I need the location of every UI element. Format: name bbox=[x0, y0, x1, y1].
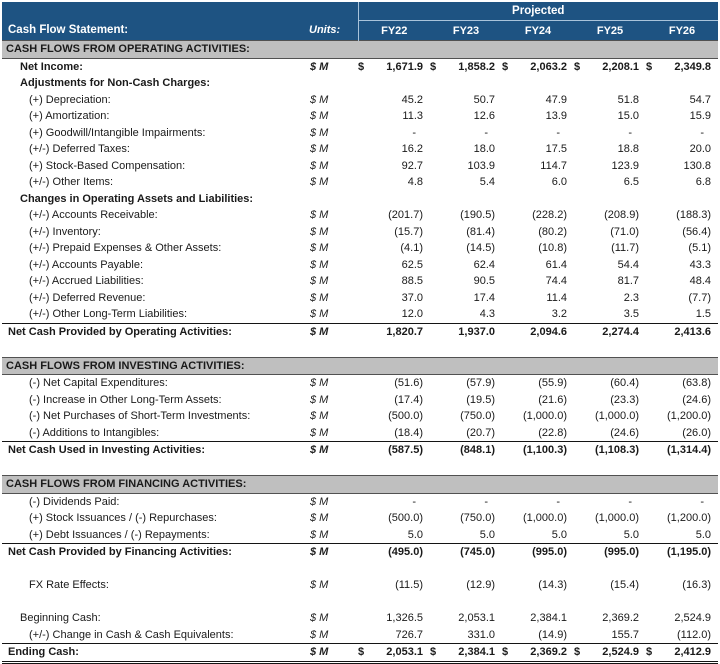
value-cell-fy26 bbox=[646, 644, 718, 663]
row-label: (+/-) Other Long-Term Liabilities: bbox=[29, 308, 188, 321]
value-cell-fy24: 5.0 bbox=[551, 528, 567, 541]
value-cell-fy23: 5.4 bbox=[479, 176, 495, 189]
row-label: (-) Net Purchases of Short-Term Investments: bbox=[29, 410, 251, 423]
value-cell-fy26: 43.3 bbox=[689, 258, 712, 271]
value-cell-fy26: 2,413.6 bbox=[646, 323, 718, 340]
value-cell-fy24: 114.7 bbox=[540, 159, 567, 172]
value-cell-fy24: 2,094.6 bbox=[502, 323, 574, 340]
row-label: Adjustments for Non-Cash Charges: bbox=[20, 77, 211, 90]
table-row bbox=[2, 273, 718, 290]
value-cell-fy24 bbox=[502, 75, 574, 92]
row-label: (+) Goodwill/Intangible Impairments: bbox=[29, 126, 206, 139]
value-cell-fy23 bbox=[430, 644, 502, 663]
value-cell-fy22: (18.4) bbox=[394, 426, 423, 439]
units-cell: $ M bbox=[310, 93, 329, 106]
row-label: FX Rate Effects: bbox=[29, 579, 109, 592]
value-cell-fy25: (208.9) bbox=[604, 209, 639, 222]
value-cell-fy23: 331.0 bbox=[467, 628, 495, 641]
table-row bbox=[2, 207, 718, 224]
row-label: (+) Debt Issuances / (-) Repayments: bbox=[29, 528, 210, 541]
value-cell-fy22: 62.5 bbox=[401, 258, 423, 271]
value-cell-fy25: (1,108.3) bbox=[574, 442, 646, 459]
spacer-cell bbox=[2, 594, 718, 611]
value-cell-fy22: 4.8 bbox=[407, 176, 423, 189]
table-row bbox=[2, 425, 718, 442]
col-header-fy24: FY24 bbox=[502, 21, 574, 41]
units-cell: $ M bbox=[310, 377, 329, 390]
value-cell-fy24: (80.2) bbox=[538, 225, 567, 238]
value-cell-fy23: (745.0) bbox=[430, 544, 502, 561]
table-row bbox=[2, 257, 718, 274]
units-cell: $ M bbox=[310, 126, 329, 139]
value-cell-fy25: 81.7 bbox=[617, 275, 639, 288]
value-cell-fy22: (495.0) bbox=[358, 544, 430, 561]
value-number: 1,671.9 bbox=[386, 60, 423, 73]
table-row bbox=[2, 493, 718, 510]
row-label: (+/-) Accounts Receivable: bbox=[29, 209, 158, 222]
value-cell-fy22 bbox=[358, 644, 430, 663]
table-row bbox=[2, 174, 718, 191]
value-cell-fy23: (750.0) bbox=[460, 512, 495, 525]
col-header-fy25: FY25 bbox=[574, 21, 646, 41]
value-cell-fy25: 3.5 bbox=[623, 308, 639, 321]
value-cell-fy26: (1,314.4) bbox=[646, 442, 718, 459]
value-cell-fy26 bbox=[646, 58, 718, 75]
value-cell-fy24: (1,100.3) bbox=[502, 442, 574, 459]
spacer-cell bbox=[2, 459, 718, 476]
value-cell-fy22: (201.7) bbox=[388, 209, 423, 222]
table-row bbox=[2, 92, 718, 109]
column-header-row bbox=[2, 21, 718, 41]
value-cell-fy25 bbox=[574, 191, 646, 208]
units-cell bbox=[303, 191, 358, 208]
units-cell: $ M bbox=[310, 225, 329, 238]
value-cell-fy22: 92.7 bbox=[401, 159, 423, 172]
value-cell-fy26 bbox=[646, 75, 718, 92]
value-cell-fy23: 5.0 bbox=[479, 528, 495, 541]
value-number: 2,412.9 bbox=[674, 646, 712, 659]
value-cell-fy24: - bbox=[556, 126, 560, 139]
value-number: 2,349.8 bbox=[674, 60, 712, 73]
spacer-row bbox=[2, 459, 718, 476]
table-row bbox=[2, 240, 718, 257]
value-cell-fy25: (995.0) bbox=[574, 544, 646, 561]
value-cell-fy25: (71.0) bbox=[610, 225, 639, 238]
value-cell-fy26: (188.3) bbox=[676, 209, 712, 222]
row-label: Net Income: bbox=[20, 60, 83, 73]
row-label: (+/-) Accounts Payable: bbox=[29, 258, 144, 271]
table-row bbox=[2, 627, 718, 644]
value-cell-fy22: 11.3 bbox=[402, 110, 423, 123]
value-cell-fy22: (500.0) bbox=[388, 512, 423, 525]
value-cell-fy22: 1,326.5 bbox=[386, 612, 423, 625]
units-cell: $ M bbox=[303, 644, 358, 663]
value-cell-fy22: (51.6) bbox=[394, 377, 423, 390]
table-row bbox=[2, 125, 718, 142]
total-row bbox=[2, 323, 718, 340]
value-cell-fy23: (190.5) bbox=[460, 209, 495, 222]
units-cell: $ M bbox=[310, 291, 329, 304]
value-cell-fy26 bbox=[646, 191, 718, 208]
value-cell-fy26: (24.6) bbox=[682, 393, 712, 406]
units-cell: $ M bbox=[310, 258, 329, 271]
value-cell-fy25: 5.0 bbox=[623, 528, 639, 541]
dollar-sign: $ bbox=[646, 646, 653, 659]
table-row bbox=[2, 75, 718, 92]
value-cell-fy25 bbox=[574, 644, 646, 663]
value-cell-fy22 bbox=[358, 191, 430, 208]
dollar-sign: $ bbox=[430, 646, 437, 659]
section-header-row bbox=[2, 476, 718, 494]
units-cell: $ M bbox=[310, 628, 329, 641]
value-cell-fy22: 5.0 bbox=[407, 528, 423, 541]
value-cell-fy25: (23.3) bbox=[610, 393, 639, 406]
value-cell-fy25: 51.8 bbox=[617, 93, 639, 106]
value-cell-fy26: (5.1) bbox=[688, 242, 712, 255]
dollar-sign: $ bbox=[646, 60, 653, 73]
table-row bbox=[2, 577, 718, 594]
units-cell: $ M bbox=[310, 60, 329, 73]
value-cell-fy24: 47.9 bbox=[545, 93, 567, 106]
header-corner bbox=[2, 2, 358, 21]
value-cell-fy25: 15.0 bbox=[617, 110, 639, 123]
value-cell-fy23 bbox=[430, 75, 502, 92]
value-cell-fy26: 2,524.9 bbox=[674, 612, 712, 625]
value-cell-fy26: 15.9 bbox=[689, 110, 712, 123]
value-cell-fy23: (848.1) bbox=[430, 442, 502, 459]
value-cell-fy25 bbox=[574, 75, 646, 92]
table-row bbox=[2, 392, 718, 409]
row-label: (-) Increase in Other Long-Term Assets: bbox=[29, 393, 222, 406]
dollar-sign: $ bbox=[430, 60, 437, 73]
value-cell-fy25: 123.9 bbox=[611, 159, 639, 172]
value-cell-fy23: - bbox=[484, 495, 488, 508]
value-number: 2,369.2 bbox=[530, 646, 567, 659]
value-cell-fy22: 16.2 bbox=[401, 143, 423, 156]
units-cell: $ M bbox=[310, 426, 329, 439]
units-cell: $ M bbox=[303, 323, 358, 340]
projected-header-row bbox=[2, 2, 718, 21]
value-cell-fy24: (1,000.0) bbox=[522, 410, 567, 423]
value-cell-fy24: (22.8) bbox=[538, 426, 567, 439]
row-label: Net Cash Used in Investing Activities: bbox=[2, 442, 303, 459]
value-cell-fy25: 2,274.4 bbox=[574, 323, 646, 340]
total-row bbox=[2, 644, 718, 663]
value-cell-fy24: (14.3) bbox=[538, 579, 567, 592]
dollar-sign: $ bbox=[502, 60, 509, 73]
value-cell-fy26: (16.3) bbox=[682, 579, 712, 592]
value-cell-fy26: - bbox=[700, 126, 705, 139]
section-title: CASH FLOWS FROM OPERATING ACTIVITIES: bbox=[2, 41, 718, 59]
value-cell-fy23: - bbox=[484, 126, 488, 139]
value-cell-fy24: 17.5 bbox=[545, 143, 567, 156]
value-cell-fy24: 11.4 bbox=[546, 291, 567, 304]
value-cell-fy24 bbox=[502, 644, 574, 663]
value-cell-fy25: (1,000.0) bbox=[594, 410, 639, 423]
value-cell-fy26: 6.8 bbox=[695, 176, 712, 189]
value-cell-fy26: 54.7 bbox=[689, 93, 712, 106]
table-row bbox=[2, 290, 718, 307]
cash-flow-table bbox=[2, 2, 718, 664]
value-cell-fy23: (20.7) bbox=[466, 426, 495, 439]
units-cell: $ M bbox=[303, 544, 358, 561]
units-cell bbox=[303, 75, 358, 92]
table-row bbox=[2, 375, 718, 392]
row-label: (+) Amortization: bbox=[29, 110, 110, 123]
table-row bbox=[2, 224, 718, 241]
value-cell-fy26: (1,200.0) bbox=[667, 512, 712, 525]
section-header-row bbox=[2, 41, 718, 59]
value-number: 1,858.2 bbox=[458, 60, 495, 73]
row-label: Beginning Cash: bbox=[20, 612, 101, 625]
table-row bbox=[2, 610, 718, 627]
value-cell-fy24: (21.6) bbox=[538, 393, 567, 406]
row-label: (+/-) Deferred Revenue: bbox=[29, 291, 146, 304]
units-cell: $ M bbox=[310, 308, 329, 321]
row-label: (+/-) Inventory: bbox=[29, 225, 101, 238]
table-row bbox=[2, 408, 718, 425]
value-cell-fy23: 17.4 bbox=[473, 291, 495, 304]
col-header-fy26: FY26 bbox=[646, 21, 718, 41]
value-cell-fy25: (15.4) bbox=[610, 579, 639, 592]
value-cell-fy24 bbox=[502, 58, 574, 75]
value-cell-fy26: (26.0) bbox=[682, 426, 712, 439]
value-cell-fy25 bbox=[574, 58, 646, 75]
value-cell-fy22: - bbox=[412, 126, 416, 139]
units-cell: $ M bbox=[310, 612, 329, 625]
units-cell: $ M bbox=[310, 495, 329, 508]
row-label: (-) Additions to Intangibles: bbox=[29, 426, 160, 439]
section-title: CASH FLOWS FROM FINANCING ACTIVITIES: bbox=[2, 476, 718, 494]
value-cell-fy25: 2.3 bbox=[623, 291, 639, 304]
value-cell-fy24: (1,000.0) bbox=[522, 512, 567, 525]
table-row bbox=[2, 158, 718, 175]
value-cell-fy22 bbox=[358, 58, 430, 75]
table-row bbox=[2, 510, 718, 527]
units-cell: $ M bbox=[310, 159, 329, 172]
units-cell: $ M bbox=[310, 393, 329, 406]
dollar-sign: $ bbox=[358, 646, 365, 659]
total-row bbox=[2, 442, 718, 459]
row-label: (+) Stock Issuances / (-) Repurchases: bbox=[29, 512, 217, 525]
row-label: (+/-) Other Items: bbox=[29, 176, 114, 189]
table-row bbox=[2, 141, 718, 158]
value-cell-fy25: 6.5 bbox=[623, 176, 639, 189]
value-cell-fy26: 1.5 bbox=[695, 308, 712, 321]
value-cell-fy24: - bbox=[556, 495, 560, 508]
row-label: Net Cash Provided by Financing Activities: bbox=[2, 544, 303, 561]
row-label: (-) Net Capital Expenditures: bbox=[29, 377, 168, 390]
value-number: 2,384.1 bbox=[458, 646, 495, 659]
value-cell-fy23 bbox=[430, 191, 502, 208]
table-row bbox=[2, 108, 718, 125]
units-cell: $ M bbox=[310, 242, 329, 255]
value-cell-fy23 bbox=[430, 58, 502, 75]
col-header-fy22: FY22 bbox=[358, 21, 430, 41]
units-cell: $ M bbox=[310, 209, 329, 222]
value-cell-fy25: 2,369.2 bbox=[602, 612, 639, 625]
value-cell-fy22: 12.0 bbox=[401, 308, 423, 321]
value-cell-fy23: (19.5) bbox=[466, 393, 495, 406]
value-cell-fy26: - bbox=[700, 495, 705, 508]
row-label: (+) Depreciation: bbox=[29, 93, 111, 106]
value-cell-fy22: (15.7) bbox=[394, 225, 423, 238]
value-cell-fy22: 88.5 bbox=[401, 275, 423, 288]
table-header bbox=[2, 2, 718, 41]
spacer-row bbox=[2, 594, 718, 611]
section-header-row bbox=[2, 357, 718, 375]
value-cell-fy23: (14.5) bbox=[466, 242, 495, 255]
projected-label: Projected bbox=[358, 2, 718, 21]
value-cell-fy24: (995.0) bbox=[502, 544, 574, 561]
row-label: Net Cash Provided by Operating Activities: bbox=[2, 323, 303, 340]
value-cell-fy22: (4.1) bbox=[400, 242, 423, 255]
value-cell-fy24 bbox=[502, 191, 574, 208]
units-column-header: Units: bbox=[303, 21, 358, 41]
value-cell-fy24: 6.0 bbox=[551, 176, 567, 189]
value-cell-fy23: 18.0 bbox=[473, 143, 495, 156]
units-cell: $ M bbox=[310, 176, 329, 189]
units-cell: $ M bbox=[310, 143, 329, 156]
table-body bbox=[2, 41, 718, 663]
value-cell-fy24: (55.9) bbox=[538, 377, 567, 390]
value-cell-fy26: (7.7) bbox=[688, 291, 712, 304]
value-number: 2,063.2 bbox=[530, 60, 567, 73]
value-cell-fy25: (24.6) bbox=[610, 426, 639, 439]
value-cell-fy26: 5.0 bbox=[695, 528, 712, 541]
units-cell: $ M bbox=[310, 110, 329, 123]
value-cell-fy25: (1,000.0) bbox=[594, 512, 639, 525]
section-title: CASH FLOWS FROM INVESTING ACTIVITIES: bbox=[2, 357, 718, 375]
units-cell: $ M bbox=[310, 410, 329, 423]
value-cell-fy22: (587.5) bbox=[358, 442, 430, 459]
dollar-sign: $ bbox=[574, 646, 581, 659]
row-label: (+/-) Deferred Taxes: bbox=[29, 143, 130, 156]
value-cell-fy22: 37.0 bbox=[401, 291, 423, 304]
value-cell-fy24: 61.4 bbox=[545, 258, 567, 271]
value-cell-fy22: - bbox=[412, 495, 416, 508]
value-cell-fy23: 4.3 bbox=[479, 308, 495, 321]
row-label: (+/-) Prepaid Expenses & Other Assets: bbox=[29, 242, 222, 255]
row-label: (+) Stock-Based Compensation: bbox=[29, 159, 186, 172]
row-label: (+/-) Accrued Liabilities: bbox=[29, 275, 144, 288]
dollar-sign: $ bbox=[502, 646, 509, 659]
value-cell-fy25: - bbox=[628, 495, 632, 508]
value-cell-fy23: 2,053.1 bbox=[458, 612, 495, 625]
units-cell: $ M bbox=[310, 512, 329, 525]
value-cell-fy23: 12.6 bbox=[473, 110, 495, 123]
units-cell: $ M bbox=[310, 579, 329, 592]
value-cell-fy23: 62.4 bbox=[473, 258, 495, 271]
dollar-sign: $ bbox=[574, 60, 581, 73]
value-cell-fy26: (63.8) bbox=[682, 377, 712, 390]
value-cell-fy23: (81.4) bbox=[466, 225, 495, 238]
value-cell-fy23: (12.9) bbox=[466, 579, 495, 592]
sheet-title: Cash Flow Statement: bbox=[2, 21, 303, 41]
value-cell-fy22: 726.7 bbox=[395, 628, 423, 641]
value-number: 2,053.1 bbox=[386, 646, 423, 659]
value-cell-fy25: (60.4) bbox=[610, 377, 639, 390]
value-cell-fy23: (750.0) bbox=[460, 410, 495, 423]
value-cell-fy23: 50.7 bbox=[473, 93, 495, 106]
value-cell-fy24: 74.4 bbox=[545, 275, 567, 288]
value-cell-fy24: 13.9 bbox=[545, 110, 567, 123]
table-row bbox=[2, 527, 718, 544]
units-cell: $ M bbox=[303, 442, 358, 459]
value-cell-fy22: (17.4) bbox=[394, 393, 423, 406]
row-label: (+/-) Change in Cash & Cash Equivalents: bbox=[29, 628, 234, 641]
spacer-row bbox=[2, 561, 718, 578]
value-cell-fy23: 103.9 bbox=[467, 159, 495, 172]
value-cell-fy26: (1,195.0) bbox=[646, 544, 718, 561]
value-cell-fy24: 2,384.1 bbox=[530, 612, 567, 625]
spacer-row bbox=[2, 340, 718, 357]
spacer-cell bbox=[2, 561, 718, 578]
table-row bbox=[2, 191, 718, 208]
value-cell-fy23: 90.5 bbox=[473, 275, 495, 288]
value-cell-fy24: (10.8) bbox=[538, 242, 567, 255]
value-cell-fy22: 45.2 bbox=[401, 93, 423, 106]
value-cell-fy26: 48.4 bbox=[689, 275, 712, 288]
value-cell-fy22: (11.5) bbox=[395, 579, 423, 592]
value-cell-fy26: 20.0 bbox=[689, 143, 712, 156]
value-cell-fy24: 3.2 bbox=[551, 308, 567, 321]
value-cell-fy24: (228.2) bbox=[532, 209, 567, 222]
value-cell-fy23: 1,937.0 bbox=[430, 323, 502, 340]
value-cell-fy25: 54.4 bbox=[617, 258, 639, 271]
table-row bbox=[2, 306, 718, 323]
row-label: Ending Cash: bbox=[2, 644, 303, 663]
value-cell-fy23: (57.9) bbox=[466, 377, 495, 390]
value-cell-fy26: (56.4) bbox=[682, 225, 712, 238]
value-number: 2,524.9 bbox=[602, 646, 639, 659]
value-cell-fy26: (112.0) bbox=[676, 628, 712, 641]
value-cell-fy26: (1,200.0) bbox=[667, 410, 712, 423]
value-cell-fy22: (500.0) bbox=[388, 410, 423, 423]
value-cell-fy22 bbox=[358, 75, 430, 92]
table-row bbox=[2, 58, 718, 75]
row-label: Changes in Operating Assets and Liabilities: bbox=[20, 192, 254, 205]
units-cell: $ M bbox=[310, 528, 329, 541]
total-row bbox=[2, 544, 718, 561]
value-cell-fy26: 130.8 bbox=[683, 159, 712, 172]
value-cell-fy25: 155.7 bbox=[611, 628, 639, 641]
units-cell: $ M bbox=[310, 275, 329, 288]
value-cell-fy24: (14.9) bbox=[538, 628, 567, 641]
value-cell-fy25: - bbox=[628, 126, 632, 139]
spacer-cell bbox=[2, 340, 718, 357]
value-cell-fy22: 1,820.7 bbox=[358, 323, 430, 340]
col-header-fy23: FY23 bbox=[430, 21, 502, 41]
value-cell-fy25: (11.7) bbox=[611, 242, 639, 255]
value-cell-fy25: 18.8 bbox=[617, 143, 639, 156]
dollar-sign: $ bbox=[358, 60, 365, 73]
value-number: 2,208.1 bbox=[602, 60, 639, 73]
row-label: (-) Dividends Paid: bbox=[29, 495, 120, 508]
